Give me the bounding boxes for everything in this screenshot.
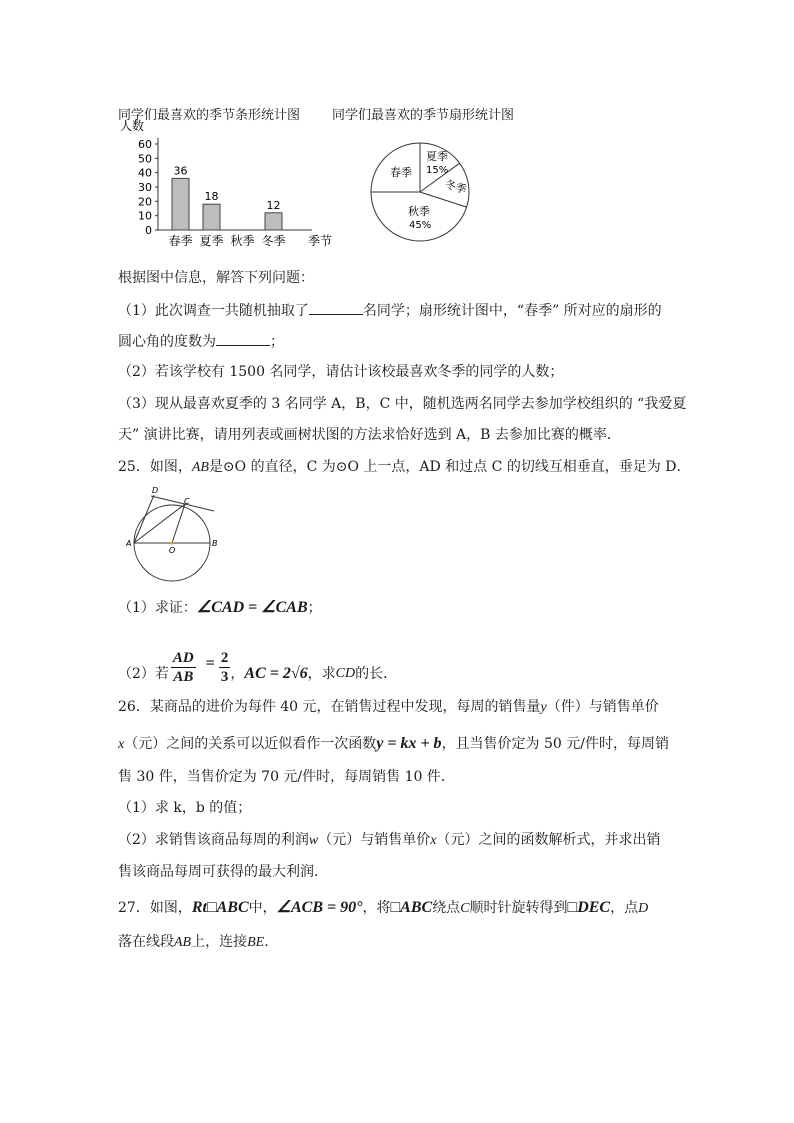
q27-cpt: C	[460, 901, 470, 916]
q26-1y: y	[540, 700, 547, 715]
q26-1b: （件）与销售单价	[546, 699, 659, 715]
q25-post: 是⊙O 的直径，C 为⊙O 上一点，AD 和过点 C 的切线互相垂直，垂足为 D．	[208, 459, 691, 475]
q26-2fn: y = kx + b	[376, 735, 442, 752]
pie-label-summer: 夏季	[426, 150, 448, 163]
frac-den-ab: AB	[173, 669, 194, 685]
q25-1-eq: ∠CAD = ∠CAB	[196, 599, 308, 616]
bar-1	[172, 178, 189, 230]
q24-part3-line2: 天” 演讲比赛，请用列表或画树状图的方法求恰好选到 A，B 去参加比赛的概率．	[118, 427, 621, 443]
q26-line3: 售 30 件，当售价定为 70 元/件时，每周销售 10 件．	[118, 769, 455, 785]
q25-2-cd: CD	[335, 666, 356, 681]
q26-line2	[118, 734, 669, 755]
bar-chart	[112, 118, 336, 252]
q26-part1: （1）求 k，b 的值；	[118, 800, 252, 816]
y-tick-label: 20	[138, 195, 152, 209]
bar-value-label: 12	[266, 198, 281, 212]
q26-5w: w	[308, 833, 319, 848]
pie-percent-autumn: 45%	[409, 220, 432, 231]
q25-2-pre: （2）若	[118, 666, 169, 682]
y-tick-label: 30	[138, 181, 152, 194]
q25-part2	[118, 640, 397, 686]
label-o: O	[169, 546, 176, 555]
pie-label-winter: 冬季	[443, 177, 469, 197]
pie-chart	[368, 140, 478, 244]
y-axis-label: 人数	[120, 119, 145, 133]
center-dot	[171, 542, 174, 545]
q25-2-ac: AC = 2√6	[244, 665, 308, 682]
q26-part2-line1	[118, 830, 660, 851]
q24-part3-line1: （3）现从最喜欢夏季的 3 名同学 A，B，C 中，随机选两名同学去参加学校组织的 “我爱夏	[118, 396, 687, 412]
q25-2-fraction-2-3	[219, 649, 231, 686]
q24-1c: 圆心角的度数为	[118, 334, 216, 350]
q27-angle: ∠ACB = 90°	[276, 899, 363, 916]
intro-text: 根据图中信息，解答下列问题：	[118, 270, 314, 286]
q26-5b: （元）与销售单价	[318, 832, 431, 848]
bar-4	[265, 213, 282, 230]
q26-2b: ，且当售价定为 50 元/件时，每周销	[441, 736, 669, 752]
x-category-label: 夏季	[199, 234, 224, 248]
q26-line1	[118, 697, 659, 718]
q27-line2	[118, 932, 269, 953]
y-tick-label: 60	[138, 138, 152, 151]
q25-1-post: ；	[307, 600, 322, 616]
bar-2	[203, 204, 220, 230]
bar-chart-title: 同学们最喜欢的季节条形统计图	[118, 108, 301, 123]
q27-2ab: AB	[174, 935, 192, 950]
answer-blank-angle	[216, 331, 270, 346]
q24-1a: （1）此次调查一共随机抽取了	[118, 303, 309, 319]
q27-abc: □ABC	[390, 899, 433, 916]
frac-num-2: 2	[220, 650, 229, 666]
y-tick-label: 50	[138, 152, 152, 166]
q27-e: ，点	[610, 900, 639, 916]
q26-2a: （元）之间的关系可以近似看作一次函数	[124, 736, 377, 752]
q25-ab: AB	[191, 460, 209, 475]
q26-part2-line2: 售该商品每周可获得的最大利润．	[118, 864, 328, 880]
pie-label-autumn: 秋季	[408, 205, 430, 218]
frac-num-ad: AD	[172, 650, 194, 666]
q27-c: 绕点	[432, 900, 461, 916]
q27-pre: 27．如图，	[118, 900, 192, 916]
q27-a: 中，	[248, 900, 277, 916]
q27-d: 顺时针旋转得到	[469, 900, 568, 916]
label-b: B	[212, 539, 218, 548]
q27-dpt: D	[638, 901, 649, 916]
pie-label-spring: 春季	[390, 166, 412, 179]
q25-2-mid: ，求	[307, 666, 336, 682]
q24-1d: ；	[270, 334, 284, 350]
q26-2x: x	[118, 737, 125, 752]
q27-2a: 落在线段	[118, 934, 174, 950]
x-category-label: 春季	[168, 234, 193, 248]
tangent-line	[151, 496, 214, 511]
q25-2-fraction-ad-ab	[171, 649, 196, 686]
segment-oc	[172, 504, 185, 543]
q26-5a: （2）求销售该商品每周的利润	[118, 832, 309, 848]
x-category-label: 秋季	[230, 234, 255, 248]
q25-pre: 25．如图，	[118, 459, 192, 475]
q25-2-comma: ，	[230, 666, 245, 682]
q27-rt: Rt□ABC	[191, 899, 249, 916]
y-tick-label: 10	[138, 209, 152, 223]
bar-value-label: 36	[173, 164, 188, 178]
pie-chart-title: 同学们最喜欢的季节扇形统计图	[332, 108, 515, 123]
y-tick-label: 40	[138, 166, 152, 180]
q27-2be: BE	[247, 935, 265, 950]
q27-line1	[118, 898, 648, 919]
q24-part2: （2）若该学校有 1500 名同学，请估计该校最喜欢冬季的同学的人数；	[118, 364, 564, 380]
q27-2c: .	[264, 934, 269, 950]
y-tick-label: 0	[145, 224, 152, 237]
q26-1a: 26．某商品的进价为每件 40 元，在销售过程中发现，每周的销售量	[118, 699, 541, 715]
answer-blank-count	[309, 300, 363, 315]
q26-5c: （元）之间的函数解析式，并求出销	[436, 832, 661, 848]
q27-2b: 上，连接	[191, 934, 248, 950]
q25-2-equals: =	[205, 655, 215, 672]
frac-den-3: 3	[220, 669, 229, 685]
q25-1-pre: （1）求证：	[118, 600, 197, 616]
q27-dec: □DEC	[567, 899, 611, 916]
q24-part1-line1	[118, 300, 662, 321]
label-c: C	[184, 497, 190, 506]
q25-stem	[118, 457, 691, 478]
pie-percent-summer: 15%	[426, 165, 449, 176]
x-category-label: 冬季	[261, 234, 286, 248]
label-a: A	[126, 539, 132, 548]
q25-part1	[118, 598, 322, 618]
bar-value-label: 18	[204, 190, 219, 204]
x-axis-label: 季节	[308, 234, 333, 248]
q25-2-post: 的长．	[355, 666, 398, 682]
q24-1b: 名同学；扇形统计图中，“春季” 所对应的扇形的	[362, 303, 662, 319]
q27-b: ，将	[362, 900, 391, 916]
label-d: D	[152, 486, 159, 495]
q26-5x: x	[430, 833, 437, 848]
circle-figure	[124, 484, 234, 584]
q24-part1-line2	[118, 331, 284, 352]
